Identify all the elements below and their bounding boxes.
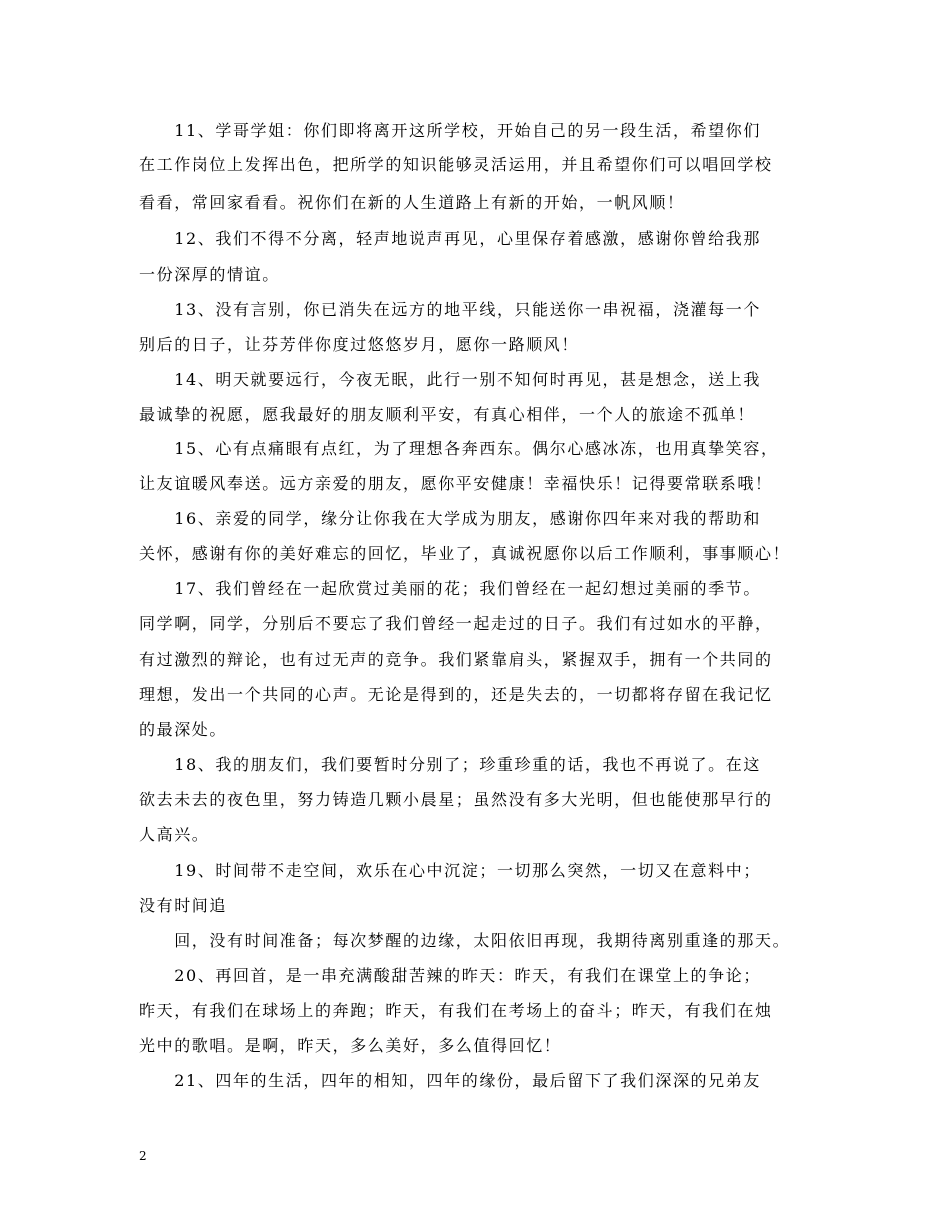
text-line: 17、我们曾经在一起欣赏过美丽的花；我们曾经在一起幻想过美丽的季节。 xyxy=(139,579,761,598)
text-line: 别后的日子，让芬芳伴你度过悠悠岁月，愿你一路顺风！ xyxy=(139,335,580,354)
text-line: 关怀，感谢有你的美好难忘的回忆，毕业了，真诚祝愿你以后工作顺利，事事顺心！ xyxy=(139,544,791,563)
text-line: 回，没有时间准备；每次梦醒的边缘，太阳依旧再现，我期待离别重逢的那天。 xyxy=(139,931,791,950)
text-line: 13、没有言别，你已消失在远方的地平线，只能送你一串祝福，浇灌每一个 xyxy=(139,300,761,319)
page-number: 2 xyxy=(139,1149,147,1163)
text-line: 同学啊，同学，分别后不要忘了我们曾经一起走过的日子。我们有过如水的平静， xyxy=(139,614,773,633)
text-line: 15、心有点痛眼有点红，为了理想各奔西东。偶尔心感冰冻，也用真挚笑容， xyxy=(139,439,779,458)
text-line: 12、我们不得不分离，轻声地说声再见，心里保存着感激，感谢你曾给我那 xyxy=(139,229,761,248)
text-line: 没有时间追 xyxy=(139,896,228,915)
text-line: 在工作岗位上发挥出色，把所学的知识能够灵活运用，并且希望你们可以唱回学校 xyxy=(139,155,773,174)
text-line: 欲去未去的夜色里，努力铸造几颗小晨星；虽然没有多大光明，但也能使那早行的 xyxy=(139,790,773,809)
text-line: 11、学哥学姐：你们即将离开这所学校，开始自己的另一段生活，希望你们 xyxy=(139,121,761,140)
text-line: 光中的歌唱。是啊，昨天，多么美好，多么值得回忆！ xyxy=(139,1036,562,1055)
text-line: 18、我的朋友们，我们要暂时分别了；珍重珍重的话，我也不再说了。在这 xyxy=(139,755,761,774)
text-line: 让友谊暖风奉送。远方亲爱的朋友，愿你平安健康！幸福快乐！记得要常联系哦！ xyxy=(139,474,773,493)
text-line: 14、明天就要远行，今夜无眠，此行一别不知何时再见，甚是想念，送上我 xyxy=(139,370,761,389)
text-line: 20、再回首，是一串充满酸甜苦辣的昨天：昨天，有我们在课堂上的争论； xyxy=(139,966,761,985)
text-line: 看看，常回家看看。祝你们在新的人生道路上有新的开始，一帆风顺！ xyxy=(139,193,685,212)
text-line: 的最深处。 xyxy=(139,720,228,739)
text-line: 16、亲爱的同学，缘分让你我在大学成为朋友，感谢你四年来对我的帮助和 xyxy=(139,509,761,528)
text-line: 人高兴。 xyxy=(139,825,210,844)
text-line: 19、时间带不走空间，欢乐在心中沉淀；一切那么突然，一切又在意料中； xyxy=(139,861,761,880)
text-line: 昨天，有我们在球场上的奔跑；昨天，有我们在考场上的奋斗；昨天，有我们在烛 xyxy=(139,1001,773,1020)
text-line: 有过激烈的辩论，也有过无声的竞争。我们紧靠肩头，紧握双手，拥有一个共同的 xyxy=(139,650,773,669)
text-line: 一份深厚的情谊。 xyxy=(139,265,280,284)
text-line: 理想，发出一个共同的心声。无论是得到的，还是失去的，一切都将存留在我记忆 xyxy=(139,685,773,704)
text-line: 最诚挚的祝愿，愿我最好的朋友顺利平安，有真心相伴，一个人的旅途不孤单！ xyxy=(139,405,756,424)
text-line: 21、四年的生活，四年的相知，四年的缘份，最后留下了我们深深的兄弟友 xyxy=(139,1071,761,1090)
